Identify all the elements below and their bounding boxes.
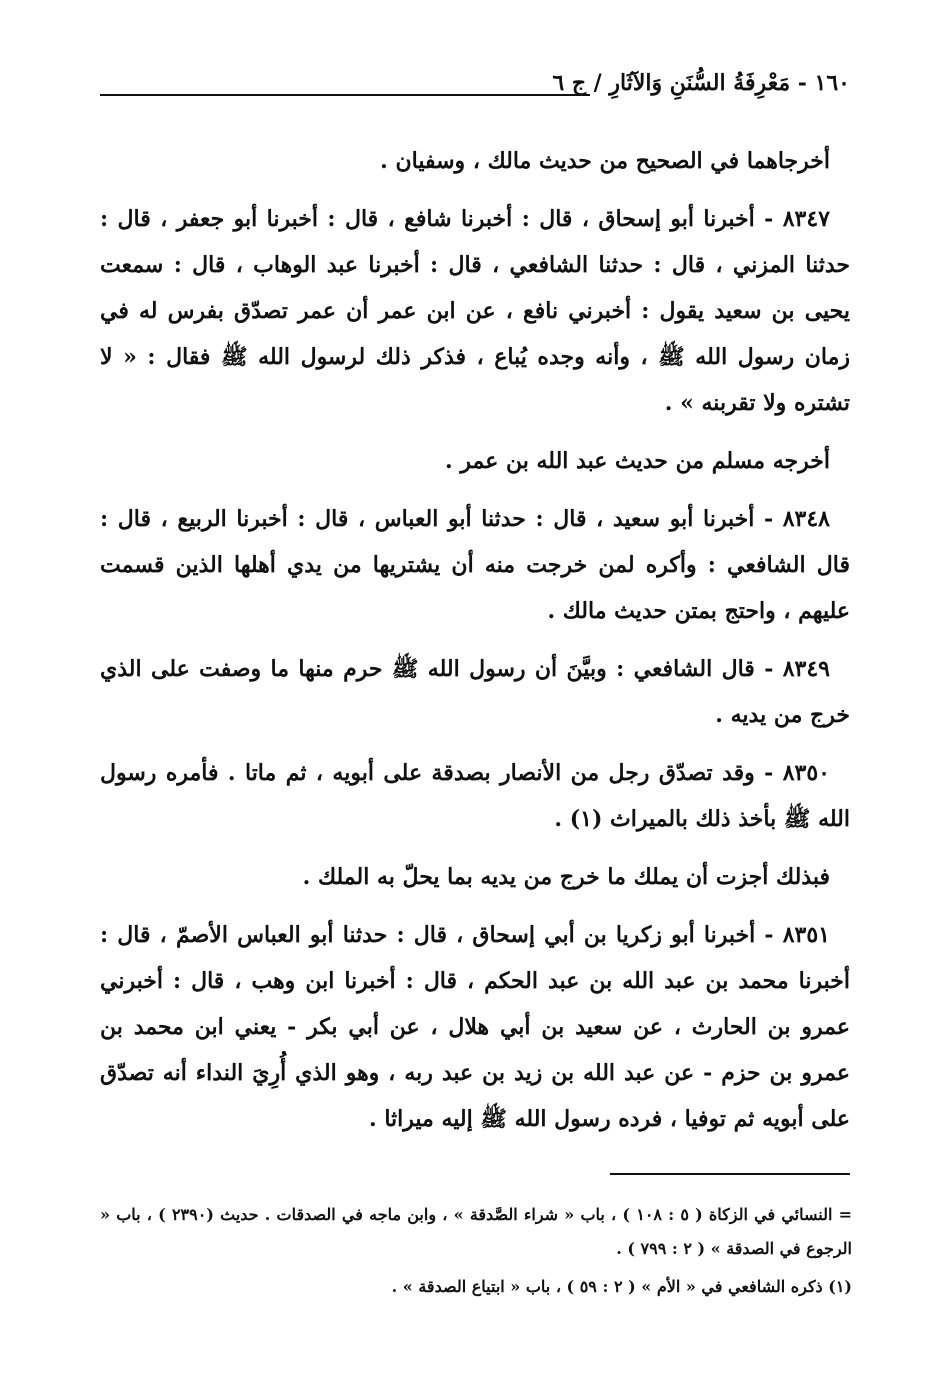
header-title: ١٦٠ - مَعْرِفَةُ السُّنَنِ وَالآثَارِ / ج ٦	[552, 70, 850, 96]
main-text	[100, 138, 850, 1154]
paragraph: أخرجاهما في الصحيح من حديث مالك ، وسفيان .	[380, 148, 830, 174]
footnotes	[100, 1198, 852, 1308]
footnote: = النسائي في الزكاة ( ٥ : ١٠٨ ) ، باب « شراء الصَّدقة » ، وابن ماجه في الصدقات . حديث (٢٣٩٠ ) ، باب « الرجوع في الصدقة » ( ٢ : ٧٩٩ ) .	[100, 1205, 853, 1258]
paragraph: ٨٣٥١ - أخبرنا أبو زكريا بن أبي إسحاق ، قال : حدثنا أبو العباس الأصمّ ، قال : أخبرنا محمد بن عبد الله بن عبد الحكم ، قال : أخبرنا ابن وهب ، قال : أخبرني عمرو بن الحارث ، عن سعيد بن أبي هلال ، عن أبي بكر - يعني ابن محمد بن عمرو بن حزم - عن عبد الله بن زيد بن عبد ربه ، وهو الذي أُرِيَ النداء أنه تصدّق على أبويه ثم توفيا ، فرده رسول الله ﷺ إليه ميراثا .	[100, 922, 850, 1132]
paragraph: ٨٣٤٨ - أخبرنا أبو سعيد ، قال : حدثنا أبو العباس ، قال : أخبرنا الربيع ، قال : قال الشافعي : وأكره لمن خرجت منه أن يشتريها من يدي أهلها الذين قسمت عليهم ، واحتج بمتن حديث مالك .	[100, 506, 850, 624]
footnote-divider	[610, 1173, 850, 1175]
paragraph: ٨٣٤٩ - قال الشافعي : وبيَّنَ أن رسول الله ﷺ حرم منها ما وصفت على الذي خرج من يديه .	[100, 656, 850, 728]
paragraph: ٨٣٤٧ - أخبرنا أبو إسحاق ، قال : أخبرنا شافع ، قال : أخبرنا أبو جعفر ، قال : حدثنا المزني ، قال : حدثنا الشافعي ، قال : أخبرنا عبد الوهاب ، قال : سمعت يحيى بن سعيد يقول : أخبرني نافع ، عن ابن عمر أن عمر تصدّق بفرس له في زمان رسول الله ﷺ ، وأنه وجده يُباع ، فذكر ذلك لرسول الله ﷺ فقال : « لا تشتره ولا تقربنه » .	[100, 206, 850, 416]
running-header	[100, 70, 850, 110]
paragraph: ٨٣٥٠ - وقد تصدّق رجل من الأنصار بصدقة على أبويه ، ثم ماتا . فأمره رسول الله ﷺ بأخذ ذلك بالميراث (١) .	[100, 760, 850, 832]
paragraph: فبذلك أجزت أن يملك ما خرج من يديه بما يحلّ به الملك .	[302, 864, 830, 890]
footnote: (١) ذكره الشافعي في « الأم » ( ٢ : ٥٩ ) ، باب « ابتياع الصدقة » .	[391, 1277, 852, 1296]
paragraph: أخرجه مسلم من حديث عبد الله بن عمر .	[445, 448, 830, 474]
header-rule	[100, 94, 590, 96]
